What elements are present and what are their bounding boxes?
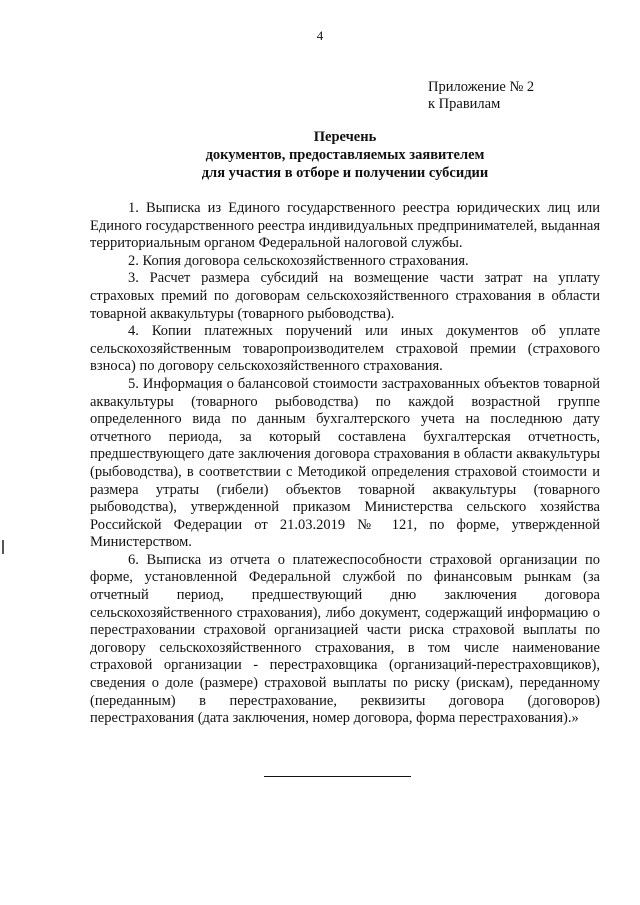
- appendix-title: Приложение № 2: [428, 79, 535, 95]
- document-list: [90, 200, 600, 728]
- heading-subtitle-line-1: документов, предоставляемых заявителем: [205, 147, 485, 163]
- list-item-2: 2. Копия договора сельскохозяйственного страхования.: [128, 252, 469, 269]
- scan-edge-mark: [2, 540, 4, 554]
- list-item-4: 4. Копии платежных поручений или иных документов об уплате сельскохозяйственным товаропроизводителем страховой премии (страхового взноса) по договору сельскохозяйственного страхования.: [90, 323, 600, 375]
- list-item-5: 5. Информация о балансовой стоимости застрахованных объектов товарной аквакультуры (товарного рыбоводства) по каждой возрастной группе определенного вида по данным бухгалтерского учета на последнюю дату отчетного периода, за который составлена бухгалтерская отчетность, предшествующего дате заключения договора страхования в области аквакультуры (рыбоводства), в соответствии с Методикой определения страховой стоимости и размера утраты (гибели) объектов товарной аквакультуры (товарного рыбоводства), утвержденной приказом Министерства сельского хозяйства Российской Федерации от 21.03.2019 № 121, по форме, утвержденной Министерством.: [90, 375, 600, 551]
- document-heading: [90, 128, 600, 182]
- list-item-1: 1. Выписка из Единого государственного реестра юридических лиц или Единого государственного реестра индивидуальных предпринимателей, выданная территориальным органом Федеральной налоговой службы.: [90, 200, 600, 252]
- appendix-reference: [428, 79, 534, 113]
- closing-divider: [264, 776, 411, 777]
- heading-subtitle-line-2: для участия в отборе и получении субсидии: [201, 165, 489, 181]
- heading-title: Перечень: [313, 129, 377, 145]
- list-item-6: 6. Выписка из отчета о платежеспособности страховой организации по форме, установленной Федеральной службой по финансовым рынкам (за отчетный период, предшествующий дню заключения договора сельскохозяйственного страхования), либо документ, содержащий информацию о перестраховании страховой организацией части риска страховой выплаты по договору сельскохозяйственного страхования, в том числе наименование страховой организации - перестраховщика (организаций-перестраховщиков), сведения о доле (размере) страховой выплаты по риску (рискам), переданному (переданным) в перестрахование, реквизиты договора (договоров) перестрахования (дата заключения, номер договора, форма перестрахования).»: [90, 551, 600, 727]
- page-number: 4: [316, 28, 324, 43]
- list-item-3: 3. Расчет размера субсидий на возмещение части затрат на уплату страховых премий по договорам сельскохозяйственного страхования в области товарной аквакультуры (товарного рыбоводства).: [90, 270, 600, 322]
- appendix-subtitle: к Правилам: [428, 96, 501, 112]
